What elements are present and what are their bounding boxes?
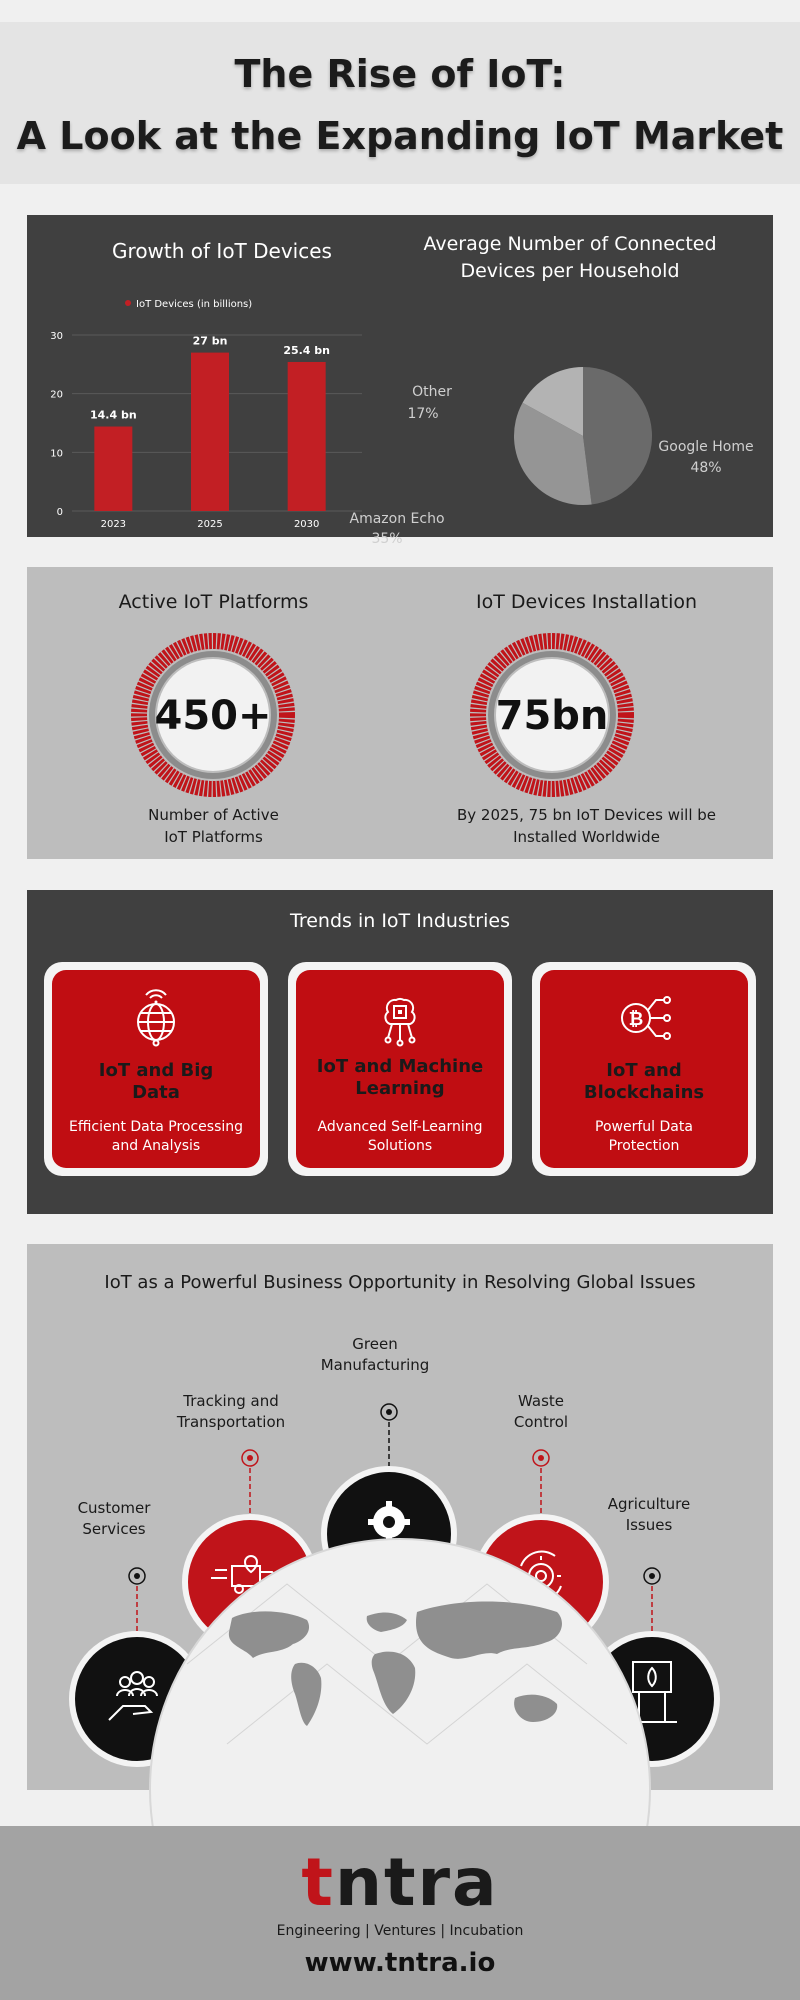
brand-logo — [0, 1844, 800, 1921]
trend-card-title — [540, 1060, 748, 1104]
bar-2025 — [191, 353, 229, 511]
x-tick-label: 2023 — [100, 519, 127, 530]
household-chart-title — [390, 231, 750, 285]
installation-ring — [466, 629, 638, 801]
pie-label-google-name: Google Home — [658, 439, 754, 455]
bar-2023 — [94, 427, 132, 511]
pie-label-amazon-name: Amazon Echo — [349, 511, 445, 527]
trend-desc-line1: Efficient Data Processing — [68, 1119, 244, 1135]
trend-card-description — [52, 1118, 260, 1156]
installation-title: IoT Devices Installation — [475, 591, 698, 613]
opp-label-line2: Transportation — [176, 1413, 286, 1431]
trend-card-blockchains — [532, 962, 756, 1176]
y-tick-label: 30 — [50, 331, 63, 342]
pie-label-google-pct: 48% — [690, 460, 722, 476]
installation-desc-line1: By 2025, 75 bn IoT Devices will be — [457, 806, 716, 824]
bitcoin-network-icon — [614, 988, 674, 1048]
trend-title-line2: Blockchains — [583, 1082, 705, 1103]
opp-label-line1: Customer — [77, 1499, 151, 1517]
trends-title: Trends in IoT Industries — [290, 910, 510, 932]
trend-card-big-data — [44, 962, 268, 1176]
y-tick-label: 0 — [56, 507, 63, 518]
stats-charts-panel — [27, 215, 773, 547]
header-banner — [0, 22, 800, 184]
trend-card-inner — [52, 970, 260, 1168]
brand-tagline: Engineering | Ventures | Incubation — [276, 1923, 524, 1939]
trend-card-title — [296, 1056, 504, 1100]
bar-data-label: 14.4 bn — [89, 408, 137, 422]
connector-waste — [533, 1450, 549, 1516]
platforms-description — [27, 804, 400, 848]
brain-chip-icon — [370, 988, 430, 1048]
installation-desc-line2: Installed Worldwide — [513, 828, 660, 846]
y-tick-label: 10 — [50, 448, 63, 460]
opp-label-line1: Waste — [518, 1392, 564, 1410]
trend-title-line2: Data — [132, 1082, 180, 1103]
connector-agriculture — [644, 1568, 660, 1634]
trend-card-description — [540, 1118, 748, 1156]
opp-label-line2: Services — [82, 1520, 146, 1538]
trend-title-line1: IoT and Machine — [316, 1056, 484, 1077]
page-title-line1: The Rise of IoT: — [234, 52, 566, 96]
platforms-desc-line1: Number of Active — [148, 806, 279, 824]
trend-desc-line2: Solutions — [367, 1138, 433, 1154]
opportunity-title: IoT as a Powerful Business Opportunity in Resolving Global Issues — [104, 1272, 696, 1293]
trend-desc-line1: Powerful Data — [595, 1119, 693, 1135]
footer — [0, 1826, 800, 2000]
opportunity-diagram — [27, 1244, 773, 1790]
globe-wifi-icon — [126, 988, 186, 1048]
opp-label-line1: Agriculture — [607, 1495, 691, 1513]
household-title-line2: Devices per Household — [460, 260, 680, 282]
trend-desc-line2: and Analysis — [111, 1138, 201, 1154]
x-tick-label: 2025 — [197, 519, 223, 530]
trends-panel — [27, 890, 773, 1214]
opp-label-line2: Issues — [625, 1516, 673, 1534]
platforms-title: Active IoT Platforms — [118, 591, 309, 613]
brand-logo-rest: ntra — [334, 1844, 499, 1921]
opportunity-panel — [27, 1244, 773, 1790]
opp-label-line1: Green — [352, 1335, 398, 1353]
trend-title-line2: Learning — [355, 1078, 445, 1099]
platforms-ring — [127, 629, 299, 801]
opp-label-line2: Control — [513, 1413, 569, 1431]
bar-data-label: 25.4 bn — [283, 343, 331, 357]
trend-desc-line2: Protection — [608, 1138, 680, 1154]
x-tick-label: 2030 — [293, 519, 320, 530]
opp-label-line1: Tracking and — [183, 1392, 279, 1410]
connector-green — [381, 1404, 397, 1470]
growth-chart-title: Growth of IoT Devices — [112, 239, 332, 263]
pie-label-other-name: Other — [412, 384, 452, 400]
svg-text:₿: ₿ — [628, 1009, 644, 1030]
legend-swatch — [125, 300, 131, 306]
trend-card-machine-learning — [288, 962, 512, 1176]
growth-bar-chart — [27, 285, 387, 535]
pie-label-amazon-pct: 35% — [371, 531, 403, 547]
trend-title-line1: IoT and — [606, 1060, 682, 1081]
y-tick-label: 20 — [50, 389, 63, 401]
brand-logo-first: t — [301, 1844, 335, 1921]
page-title-line2: A Look at the Expanding IoT Market — [16, 114, 784, 158]
trend-card-inner — [296, 970, 504, 1168]
household-title-line1: Average Number of Connected — [423, 233, 717, 255]
website-link[interactable]: www.tntra.io — [304, 1948, 496, 1978]
connector-tracking — [242, 1450, 258, 1516]
trend-card-description — [296, 1118, 504, 1156]
connector-customer — [129, 1568, 145, 1634]
platforms-desc-line2: IoT Platforms — [164, 828, 263, 846]
trend-desc-line1: Advanced Self-Learning — [317, 1119, 483, 1135]
pie-slice-google-home — [583, 367, 652, 504]
pie-label-other-pct: 17% — [407, 406, 439, 422]
trend-card-inner — [540, 970, 748, 1168]
platform-stats-panel — [27, 567, 773, 859]
opp-label-line2: Manufacturing — [320, 1356, 430, 1374]
installation-value: 75bn — [495, 693, 609, 739]
installation-description — [400, 804, 773, 848]
trend-title-line1: IoT and Big — [98, 1060, 214, 1081]
bar-data-label: 27 bn — [192, 334, 228, 348]
household-pie-chart — [349, 295, 770, 547]
bar-2030 — [288, 362, 326, 511]
legend-label: IoT Devices (in billions) — [136, 299, 253, 310]
trend-card-title — [52, 1060, 260, 1104]
platforms-value: 450+ — [154, 693, 272, 739]
